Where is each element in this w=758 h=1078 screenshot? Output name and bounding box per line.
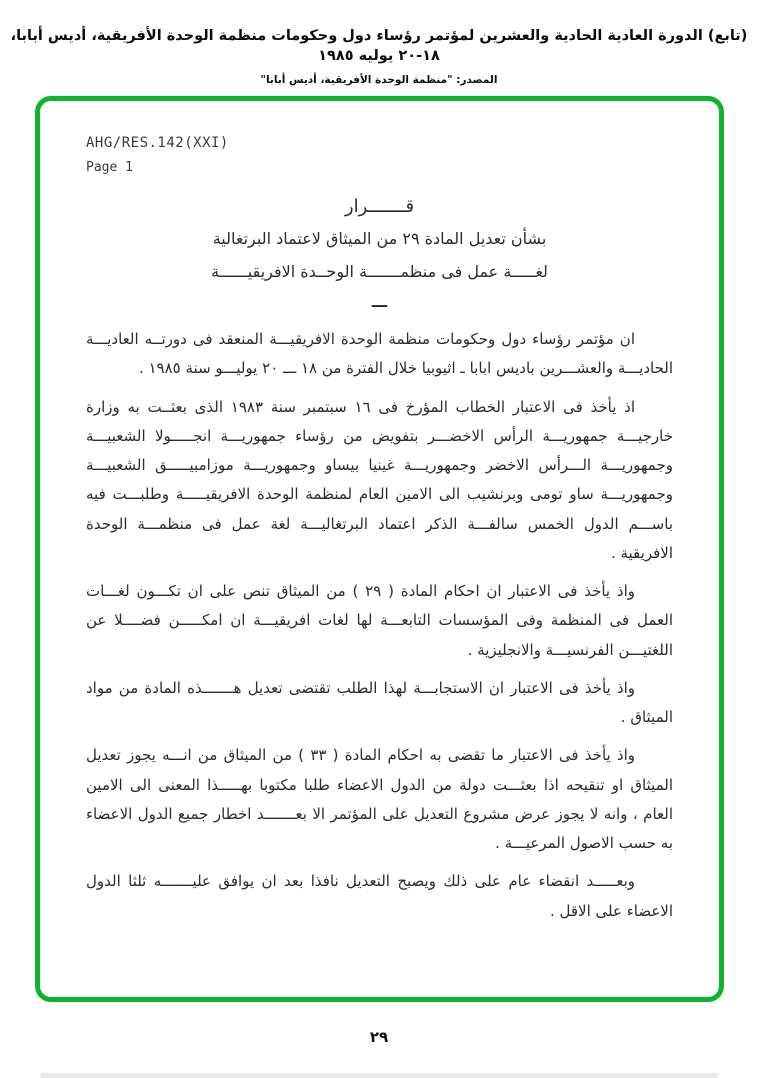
doc-reference: AHG/RES.142(XXI): [86, 135, 229, 151]
source-line: المصدر: "منظمة الوحدة الأفريقية، أديس أبابا": [260, 73, 498, 86]
scan-edge-artifact: [40, 1073, 718, 1078]
resolution-body: [86, 325, 673, 926]
title-line-3: لغـــــة عمل فى منظمـــــــة الوحــدة الافريقيــــــة: [211, 261, 548, 281]
page-number: ٢٩: [369, 1028, 389, 1046]
title-separator: ـــ: [371, 293, 388, 312]
doc-page-label: Page 1: [86, 160, 133, 175]
session-title: (تابع) الدورة العادية الحادية والعشرين لمؤتمر رؤساء دول وحكومات منظمة الوحدة الأفريقية، أديس أبابا، ١٨-٢٠ يوليه ١٩٨٥: [10, 28, 748, 65]
page-header: [0, 26, 758, 86]
paragraph-article-33: واذ يأخذ فى الاعتبار ما تقضى به احكام المادة ( ٣٣ ) من الميثاق من انـــه يجوز تعديل الميثاق او تنقيحه اذا بعثـــت دولة من الدول الاعضاء طلبا مكتوبا بهـــــذا المعنى الى الامين العام ، وانه لا يجوز عرض مشروع التعديل على المؤتمر الا بعـــــــد اخطار جميع الدول الاعضاء به حسب الاصول المرعيـــة .: [86, 746, 673, 853]
paragraph-amendment-need: واذ يأخذ فى الاعتبار ان الاستجابـــة لهذا الطلب تقتضى تعديل هـــــــذه المادة من مواد الميثاق .: [86, 678, 673, 727]
document-frame: [35, 96, 724, 1002]
document-page: [40, 101, 719, 926]
resolution-title: [86, 195, 673, 311]
paragraph-article-29: واذ يأخذ فى الاعتبار ان احكام المادة ( ٢٩ ) من الميثاق تنص على ان تكـــون لغـــات العمل فى المنظمة وفى المؤسسات التابعـــة لها لغات افريقيـــة ان امكـــــن فضــــلا عن اللغتيـــن الفرنسيـــة والانجليزية .: [86, 582, 673, 659]
paragraph-preamble: ان مؤتمر رؤساء دول وحكومات منظمة الوحدة الافريقيـــة المنعقد فى دورتــه العاديـــة الحاديـــة والعشـــرين باديس ابابا ـ اثيوبيا خلال الفترة من ١٨ ـــ ٢٠ يوليـــو سنة ١٩٨٥ .: [86, 330, 673, 378]
title-line-2: بشأن تعديل المادة ٢٩ من الميثاق لاعتماد البرتغالية: [212, 229, 547, 249]
title-line-1: قـــــــرار: [344, 196, 415, 217]
doc-reference-block: [86, 135, 673, 175]
paragraph-entry-into-force: وبعـــــد انقضاء عام على ذلك ويصبح التعديل نافذا بعد ان يوافق عليـــــــه ثلثا الدول الاعضاء على الاقل .: [86, 872, 673, 920]
paragraph-letter-1983: اذ يأخذ فى الاعتبار الخطاب المؤرخ فى ١٦ سبتمبر سنة ١٩٨٣ الذى بعثــت به وزارة خارجيـــة جمهوريـــة الرأس الاخضـــر بتفويض من رؤساء جمهوريـــة انجـــــولا الشعبيـــة وجمهوريـــة الـــرأس الاخضر وجمهوريـــة غينيا بيساو وجمهوريـــة موزامبيـــــق الشعبيـــة وجمهوريـــة ساو تومى وبرنشيب الى الامين العام لمنظمة الوحدة الافريقيـــــة وطلبـــت فيه باســـم الدول الخمس سالفـــة الذكر اعتماد البرتغاليـــة لغة عمل فى منظمـــة الوحدة الافريقية .: [86, 397, 673, 562]
